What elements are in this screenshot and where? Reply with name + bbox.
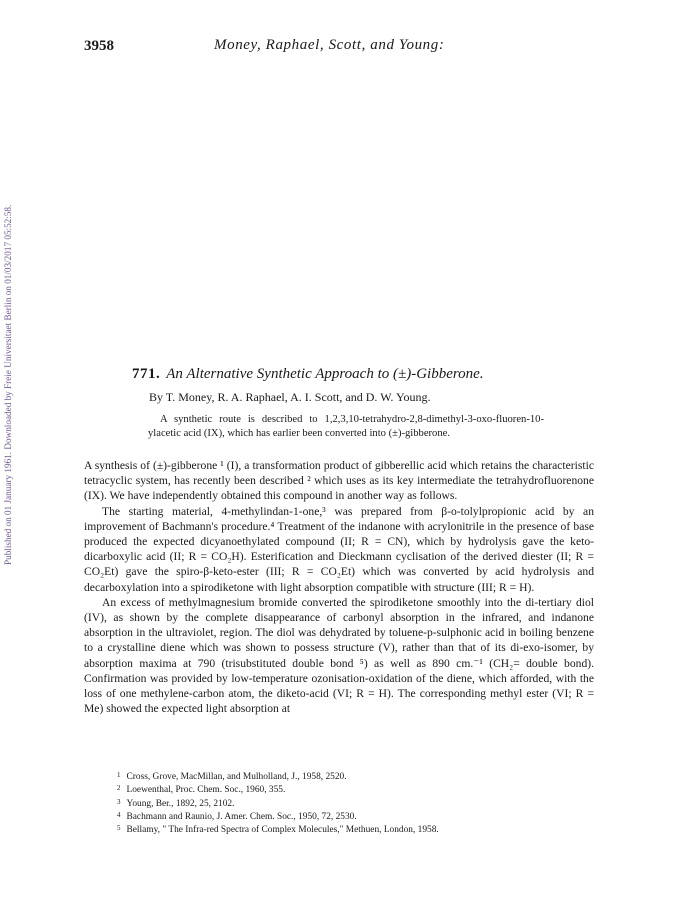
footnote [117, 810, 439, 823]
footnote-mark: 3 [117, 797, 121, 806]
abstract-text: A synthetic route is described to 1,2,3,10-tetrahydro-2,8-dimethyl-3-oxo-fluoren-10-ylacetic acid (IX), which has earlier been converted into (±)-gibberone. [148, 414, 544, 439]
download-watermark: Published on 01 January 1961. Downloaded by Freie Universitaet Berlin on 01/03/2017 05:52:58. [3, 204, 13, 565]
footnote-text: Young, Ber., 1892, 25, 2102. [126, 798, 235, 809]
footnote-text: Cross, Grove, MacMillan, and Mulholland, J., 1958, 2520. [126, 772, 347, 782]
footnote-text: Bachmann and Raunio, J. Amer. Chem. Soc., 1950, 72, 2530. [126, 811, 357, 822]
footnote [117, 797, 439, 810]
footnote-mark: 4 [117, 810, 121, 819]
page-number: 3958 [84, 38, 114, 54]
footnote-mark: 1 [117, 771, 121, 779]
article-title [132, 366, 484, 383]
body-paragraph: An excess of methylmagnesium bromide converted the spirodiketone smoothly into the di-tertiary diol (IV), as shown by the complete disappearance of carbonyl absorption in the infrared, and indanone absorption in the ultraviolet, region. The diol was dehydrated by toluene-p-sulphonic acid in boiling benzene to a crystalline diene which was shown to possess structure (V), rather than that of its di-exo-isomer, by absorption maxima at 790 (trisubstituted double bond ⁵) as well as 890 cm.⁻¹ (CH₂= double bond). Confirmation was provided by low-temperature ozonisation-oxidation of the diene, which afforded, with the loss of one methylene-carbon atom, the diketo-acid (VI; R = H). The corresponding methyl ester (VI; R = Me) showed the expected light absorption at [84, 595, 594, 716]
article-title-text: An Alternative Synthetic Approach to (±)-Gibberone. [166, 366, 484, 382]
footnote-text: Loewenthal, Proc. Chem. Soc., 1960, 355. [126, 785, 286, 796]
footnotes [117, 770, 439, 836]
footnote [117, 823, 439, 836]
footnote [117, 783, 439, 796]
running-head: Money, Raphael, Scott, and Young: [214, 37, 445, 53]
article-number: 771. [132, 366, 161, 382]
body-text [84, 458, 594, 716]
footnote-mark: 5 [117, 824, 121, 833]
footnote [117, 770, 439, 783]
body-paragraph: The starting material, 4-methylindan-1-one,³ was prepared from β-o-tolylpropionic acid by an improvement of Bachmann's procedure.⁴ Treatment of the indanone with acrylonitrile in the presence of base produced the expected dicyanoethylated compound (II; R = CN), which by hydrolysis gave the keto-dicarboxylic acid (II; R = CO₂H). Esterification and Dieckmann cyclisation of the derived diester (II; R = CO₂Et) gave the spiro-β-keto-ester (III; R = CO₂Et) which was converted by acid hydrolysis and decarboxylation into a spirodiketone with light absorption compatible with structure (III; R = H). [84, 504, 594, 594]
footnote-text: Bellamy, " The Infra-red Spectra of Complex Molecules," Methuen, London, 1958. [126, 825, 439, 836]
footnote-mark: 2 [117, 784, 121, 793]
author-line: By T. Money, R. A. Raphael, A. I. Scott, and D. W. Young. [149, 390, 431, 404]
body-paragraph: A synthesis of (±)-gibberone ¹ (I), a transformation product of gibberellic acid which retains the characteristic tetracyclic system, has recently been described ² which uses as its key intermediate the tetrahydrofluorenone (IX). We have independently obtained this compound in another way as follows. [84, 459, 594, 503]
abstract [148, 413, 544, 440]
